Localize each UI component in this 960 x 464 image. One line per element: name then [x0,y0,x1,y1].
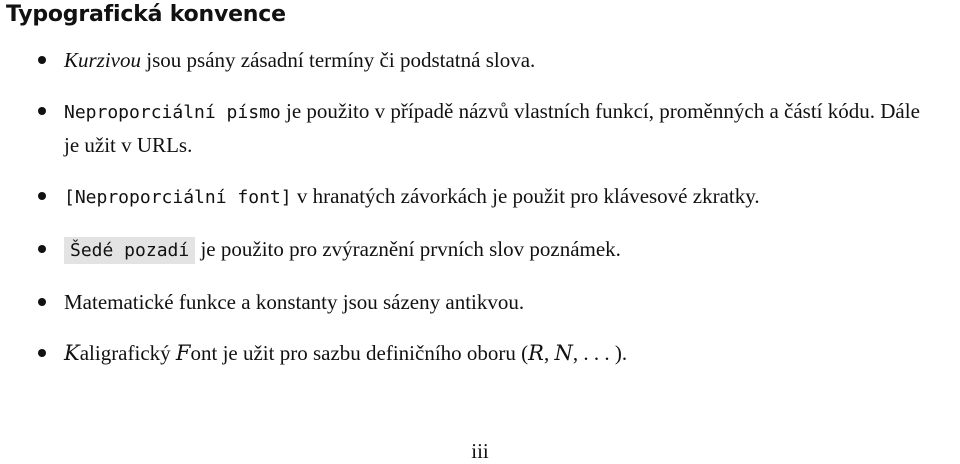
list-item-calligraphic [0,337,960,369]
monospace-term: Neproporciální písmo [64,102,281,123]
item-text: ont je užit pro sazbu definičního oboru ( [190,341,529,365]
item-text: , [543,341,555,365]
convention-list [0,44,960,388]
keyboard-shortcut-term: [Neproporciální font] [64,187,292,208]
bullet-icon [38,245,46,253]
item-text: jsou psány zásadní termíny či podstatná slova. [141,48,536,72]
bullet-icon [38,192,46,200]
calligraphic-letter-r: R [528,341,544,365]
italic-term: Kurzivou [64,48,142,72]
item-text: je použito v případě názvů vlastních funkcí, proměnných a částí kódu. Dále je užit v URLs. [64,99,920,157]
calligraphic-letter-n: N [554,341,573,365]
list-item-gray-background [0,233,960,267]
section-heading: Typografická konvence [6,2,286,27]
item-text: , . . . ). [572,341,628,365]
list-item-bracketed-mono [0,180,960,214]
item-text: Matematické funkce a konstanty jsou sázeny antikvou. [64,290,525,314]
bullet-icon [38,298,46,306]
list-item-italic [0,44,960,76]
list-item-monospace [0,95,960,161]
bullet-icon [38,56,46,64]
bullet-icon [38,107,46,115]
item-text: v hranatých závorkách je použit pro klávesové zkratky. [291,184,760,208]
gray-background-term: Šedé pozadí [64,237,195,264]
calligraphic-letter-f: F [175,341,191,365]
item-text: aligrafický [79,341,176,365]
item-text: je použito pro zvýraznění prvních slov poznámek. [195,237,621,261]
page-number: iii [471,439,489,463]
bullet-icon [38,349,46,357]
list-item-math [0,286,960,318]
calligraphic-letter-k: K [64,341,80,365]
